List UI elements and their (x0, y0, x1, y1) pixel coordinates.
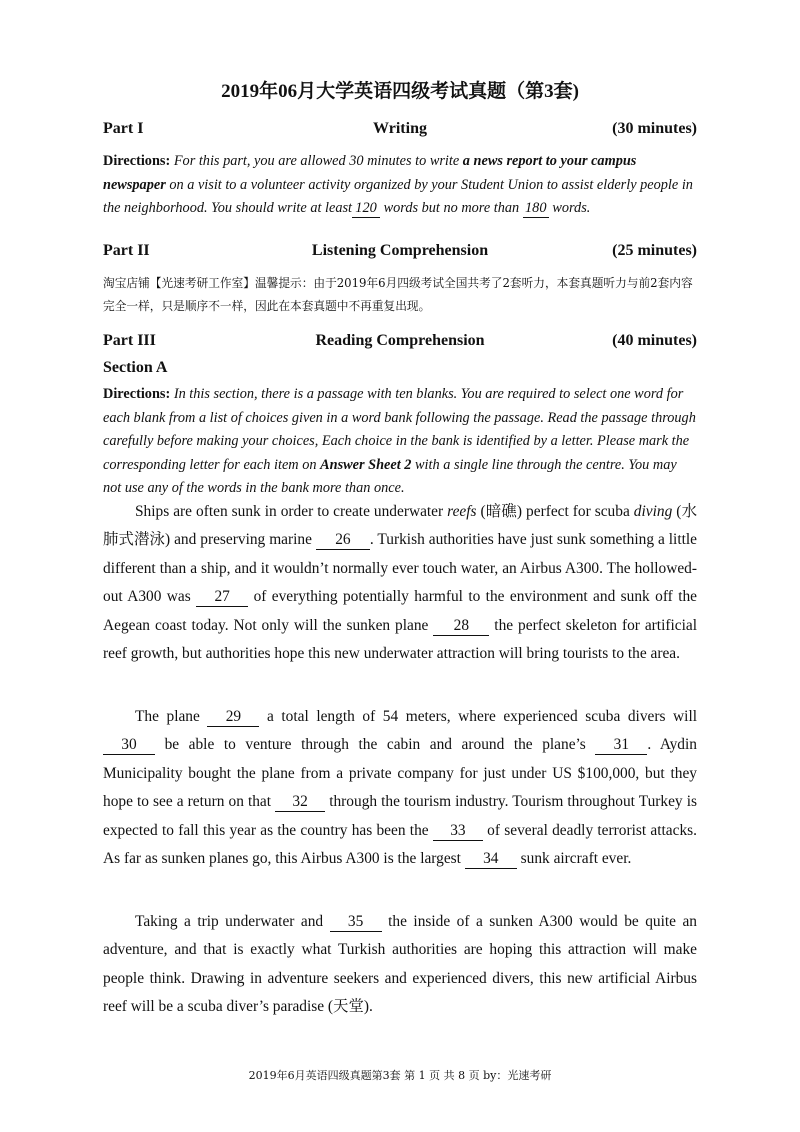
part3-label: Part III (103, 332, 156, 349)
passage-text: be able to venture through the cabin and around the plane’s (164, 736, 586, 754)
passage-text: a total length of 54 meters, where experienced scuba divers will (267, 708, 697, 725)
blank-26[interactable]: 26 (316, 531, 370, 550)
part2-label: Part II (103, 242, 150, 259)
part1-label: Part I (103, 120, 144, 137)
directions-text: with a single line through the centre. You may not use any of the words in the bank more than once. (103, 456, 677, 496)
directions-text: on a visit to a volunteer activity organized by your Student Union to assist elderly people in the neighborhood. You should write at least (103, 176, 693, 216)
passage-text: . Aydin Municipality bought the plane from a private company for just under US $100,000, but they hope to see a return on that (103, 736, 697, 811)
passage-term: diving (633, 503, 673, 520)
passage-text: the inside of a sunken A300 would be quite an adventure, and that is exactly what Turkish authorities are hoping this attraction will make people think. Drawing in adventure seekers and experienced divers, this new artificial Airbus reef will be a scuba diver’s paradise (天堂). (103, 913, 697, 1016)
passage-text: of several deadly terrorist attacks. As far as sunken planes go, this Airbus A300 is the largest (103, 821, 697, 868)
part1-time: (30 minutes) (612, 120, 697, 137)
blank-31[interactable]: 31 (595, 736, 647, 755)
part3-header (103, 332, 697, 356)
part3-directions (103, 383, 697, 501)
listening-notice: 淘宝店铺【光速考研工作室】温馨提示：由于2019年6月四级考试全国共考了2套听力，本套真题听力与前2套内容完全一样，只是顺序不一样，因此在本套真题中不再重复出现。 (103, 276, 693, 313)
passage-text: of everything potentially harmful to the environment and sunk off the Aegean coast today. Not only will the sunken plane (103, 588, 698, 634)
blank-34[interactable]: 34 (465, 850, 517, 869)
passage-text: sunk aircraft ever. (520, 850, 632, 868)
part2-name: Listening Comprehension (311, 242, 489, 259)
section-title: Section A (103, 359, 168, 376)
part2-header (103, 242, 697, 266)
passage-paragraph-1 (103, 498, 697, 668)
directions-text: In this section, there is a passage with ten blanks. You are required to select one word for each blank from a list of choices given in a word bank following the passage. Read the passage through carefully before making your choices, Each choice in the bank is identified by a letter. Please mark the corresponding letter for each item on (103, 386, 696, 473)
blank-35[interactable]: 35 (330, 913, 382, 932)
max-words-value: 180 (523, 199, 549, 218)
directions-text: words but no more than (383, 200, 520, 216)
passage-text: Taking a trip underwater and (135, 913, 324, 930)
blank-28[interactable]: 28 (433, 617, 489, 636)
directions-label: Directions: (103, 153, 171, 169)
part1-directions (103, 150, 697, 221)
min-words-value: 120 (352, 199, 380, 218)
page-title: 2019年06月大学英语四级考试真题（第3套) (221, 81, 579, 102)
part3-name: Reading Comprehension (315, 332, 485, 349)
passage-term: reefs (447, 503, 477, 520)
passage-paragraph-2 (103, 703, 697, 873)
part1-header (103, 120, 697, 144)
page-footer: 2019年6月英语四级真题第3套 第 1 页 共 8 页 by：光速考研 (248, 1069, 552, 1082)
passage-text: the perfect skeleton for artificial reef growth, but authorities hope this new underwater attraction will bring tourists to the area. (103, 616, 697, 663)
blank-30[interactable]: 30 (103, 736, 155, 755)
blank-27[interactable]: 27 (196, 588, 248, 607)
directions-label: Directions: (103, 386, 171, 402)
directions-emphasis: a news report to your campus newspaper (103, 153, 637, 193)
part2-time: (25 minutes) (612, 242, 697, 259)
directions-emphasis: Answer Sheet 2 (320, 456, 412, 473)
blank-32[interactable]: 32 (275, 793, 325, 812)
passage-text: (水肺式潜泳) and preserving marine (103, 503, 697, 549)
passage-text: The plane (135, 708, 200, 725)
passage-text: through the tourism industry. Tourism throughout Turkey is expected to fall this year as the country has been the (103, 793, 697, 839)
part1-name: Writing (373, 120, 427, 137)
directions-text: words. (552, 200, 591, 216)
part3-time: (40 minutes) (612, 332, 697, 349)
directions-text: For this part, you are allowed 30 minutes to write (173, 153, 460, 169)
passage-text: . Turkish authorities have just sunk something a little different than a ship, and it wouldn’t normally ever touch water, an Airbus A300. The hollowed-out A300 was (103, 531, 697, 606)
passage-text: (暗礁) perfect for scuba (480, 503, 630, 520)
blank-33[interactable]: 33 (433, 822, 483, 841)
blank-29[interactable]: 29 (207, 708, 259, 727)
passage-paragraph-3 (103, 908, 697, 1022)
passage-text: Ships are often sunk in order to create underwater (135, 503, 444, 520)
